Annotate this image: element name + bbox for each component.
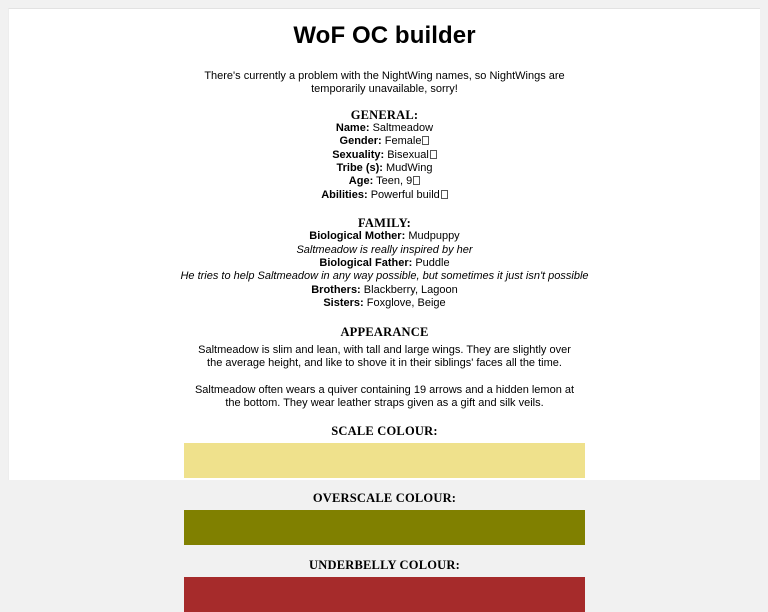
page-frame (8, 8, 760, 573)
field-abilities-label: Abilities: (321, 188, 368, 201)
underbelly-colour-block (9, 558, 760, 612)
field-brothers (9, 284, 760, 297)
field-sexuality-label: Sexuality: (332, 148, 385, 161)
field-biological-mother (9, 230, 760, 243)
mother-note: Saltmeadow is really inspired by her (296, 243, 473, 256)
field-biological-father (9, 257, 760, 270)
missing-glyph-icon (422, 136, 429, 145)
field-age-label: Age: (348, 175, 374, 188)
scale-colour-heading: SCALE COLOUR: (331, 424, 438, 439)
field-brothers-value: Blackberry, Lagoon (363, 283, 458, 296)
section-heading-appearance: APPEARANCE (340, 324, 429, 339)
field-biological-father-value: Puddle (415, 257, 450, 270)
field-sexuality-value: Bisexual (387, 148, 429, 161)
field-gender-value: Female (384, 135, 422, 148)
field-biological-mother-value: Mudpuppy (408, 230, 460, 243)
section-heading-family: FAMILY: (357, 216, 412, 231)
field-sisters-label: Sisters: (323, 297, 364, 310)
appearance-paragraph-1: Saltmeadow is slim and lean, with tall and large wings. They are slightly over the average height, and like to shove it in their siblings' faces all the time. (198, 343, 571, 370)
field-sisters (9, 297, 760, 310)
field-name-value: Saltmeadow (372, 121, 434, 134)
field-age-value: Teen, 9 (376, 175, 413, 188)
field-sexuality (9, 149, 760, 162)
field-tribe (9, 162, 760, 175)
overscale-colour-block (9, 491, 760, 545)
page-title: WoF OC builder (293, 22, 476, 49)
field-biological-mother-label: Biological Mother: (309, 230, 406, 243)
field-abilities-value: Powerful build (370, 188, 440, 201)
underbelly-colour-heading: UNDERBELLY COLOUR: (309, 558, 460, 573)
missing-glyph-icon (413, 176, 420, 185)
father-note: He tries to help Saltmeadow in any way possible, but sometimes it just isn't possible (180, 270, 589, 283)
field-biological-father-label: Biological Father: (319, 257, 413, 270)
field-tribe-value: MudWing (386, 162, 433, 175)
overscale-colour-heading: OVERSCALE COLOUR: (312, 491, 457, 506)
field-gender-label: Gender: (339, 135, 382, 148)
oc-sheet-content (9, 22, 760, 612)
field-name-label: Name: (335, 121, 370, 134)
overscale-colour-swatch[interactable] (184, 510, 585, 545)
scale-colour-block (9, 424, 760, 478)
field-brothers-label: Brothers: (311, 283, 361, 296)
missing-glyph-icon (430, 150, 437, 159)
field-sisters-value: Foxglove, Beige (366, 297, 446, 310)
field-abilities (9, 189, 760, 202)
missing-glyph-icon (441, 190, 448, 199)
section-heading-general: GENERAL: (350, 107, 419, 122)
nightwing-unavailable-notice: There's currently a problem with the NightWing names, so NightWings are temporarily unavailable, sorry! (204, 69, 565, 95)
field-age (9, 175, 760, 188)
field-gender (9, 135, 760, 148)
scale-colour-swatch[interactable] (184, 443, 585, 478)
appearance-paragraph-2: Saltmeadow often wears a quiver containing 19 arrows and a hidden lemon at the bottom. They wear leather straps given as a gift and silk veils. (194, 383, 575, 410)
field-tribe-label: Tribe (s): (336, 162, 383, 175)
field-name (9, 122, 760, 135)
underbelly-colour-swatch[interactable] (184, 577, 585, 612)
